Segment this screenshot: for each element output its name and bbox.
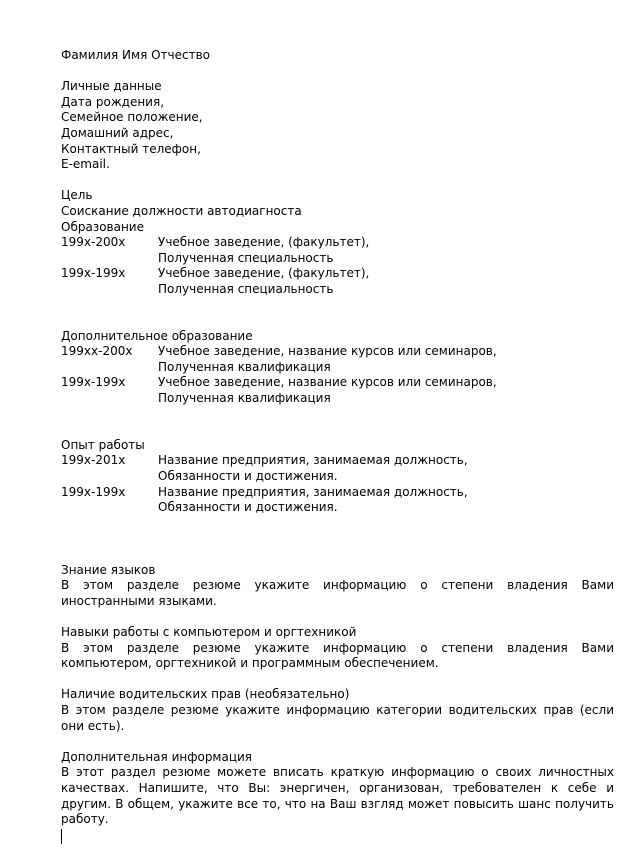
experience-company: Название предприятия, занимаемая должность,	[158, 453, 468, 468]
education-period: 199x-200x	[61, 235, 126, 250]
experience-period: 199x-199x	[61, 484, 126, 499]
extra-education-heading: Дополнительное образование	[61, 328, 253, 343]
experience-entry	[61, 453, 614, 484]
additional-heading: Дополнительная информация	[61, 749, 253, 764]
education-entry	[61, 266, 614, 297]
spacer	[61, 672, 614, 688]
education-period: 199x-199x	[61, 266, 126, 281]
computer-heading: Навыки работы с компьютером и оргтехникой	[61, 624, 357, 639]
spacer	[61, 173, 614, 189]
birth-date-field: Дата рождения,	[61, 94, 165, 109]
education-institution: Учебное заведение, (факультет),	[158, 266, 370, 281]
education-specialty: Полученная специальность	[158, 281, 334, 296]
personal-heading: Личные данные	[61, 79, 162, 94]
extra-education-qualification: Полученная квалификация	[158, 359, 331, 374]
experience-company: Название предприятия, занимаемая должность,	[158, 484, 468, 499]
education-entry	[61, 235, 614, 266]
spacer	[61, 609, 614, 625]
spacer	[61, 64, 614, 80]
experience-duties: Обязанности и достижения.	[158, 469, 338, 484]
additional-text: В этот раздел резюме можете вписать краткую информацию о своих личностных качествах. Напишите, что Вы: энергичен, организован, требователен к себе и другим. В общем, укажите все то, что на Ваш взгляд может повысить шанс получить работу.	[61, 765, 614, 827]
marital-status-field: Семейное положение,	[61, 110, 203, 125]
home-address-field: Домашний адрес,	[61, 125, 174, 140]
education-heading: Образование	[61, 219, 144, 234]
education-institution: Учебное заведение, (факультет),	[158, 235, 370, 250]
phone-field: Контактный телефон,	[61, 141, 201, 156]
computer-text: В этом разделе резюме укажите информацию о степени владения Вами компьютером, оргтехникой и программным обеспечением.	[61, 640, 614, 671]
goal-heading: Цель	[61, 188, 93, 203]
experience-entry	[61, 485, 614, 516]
education-specialty: Полученная специальность	[158, 250, 334, 265]
resume-document[interactable]	[61, 48, 614, 844]
spacer	[61, 298, 614, 329]
experience-duties: Обязанности и достижения.	[158, 500, 338, 515]
languages-heading: Знание языков	[61, 562, 156, 577]
spacer	[61, 547, 614, 563]
extra-education-qualification: Полученная квалификация	[158, 391, 331, 406]
full-name: Фамилия Имя Отчество	[61, 48, 211, 62]
spacer	[61, 734, 614, 750]
text-cursor[interactable]	[61, 829, 62, 844]
license-text: В этом разделе резюме укажите информацию категории водительских прав (если они есть).	[61, 702, 614, 733]
extra-education-institution: Учебное заведение, название курсов или семинаров,	[158, 344, 497, 359]
email-field: E-email.	[61, 157, 110, 172]
spacer	[61, 407, 614, 438]
languages-text: В этом разделе резюме укажите информацию о степени владения Вами иностранными языками.	[61, 578, 614, 608]
extra-education-period: 199x-199x	[61, 375, 126, 390]
extra-education-period: 199xx-200x	[61, 344, 133, 359]
experience-period: 199x-201x	[61, 453, 126, 468]
goal-text: Соискание должности автодиагноста	[61, 203, 302, 218]
extra-education-entry	[61, 344, 614, 375]
extra-education-entry	[61, 375, 614, 406]
experience-heading: Опыт работы	[61, 437, 145, 452]
extra-education-institution: Учебное заведение, название курсов или семинаров,	[158, 375, 497, 390]
license-heading: Наличие водительских прав (необязательно)	[61, 687, 350, 702]
spacer	[61, 516, 614, 547]
